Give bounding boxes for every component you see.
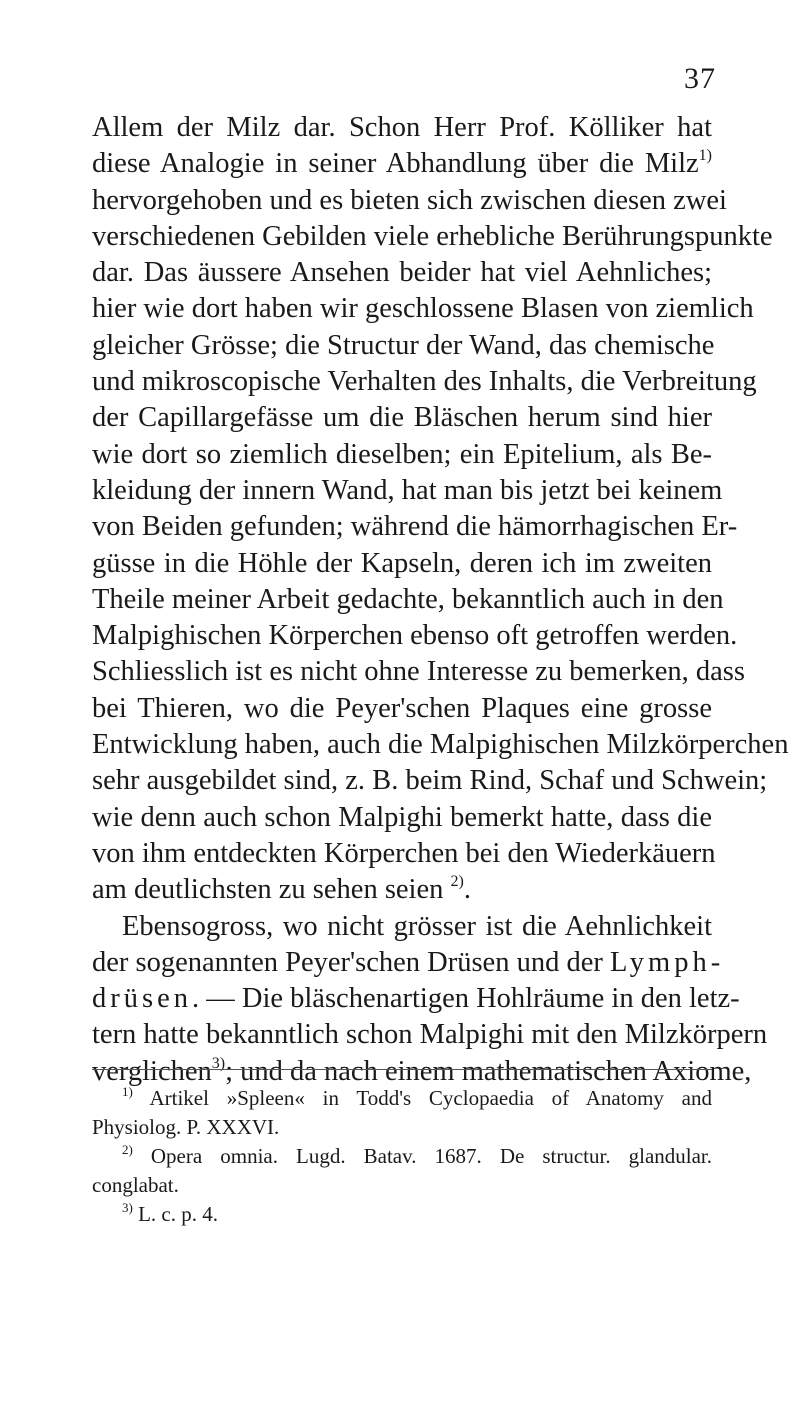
emphasized-term: drüsen (92, 983, 192, 1015)
text-line (92, 727, 789, 763)
footnote-text: L. c. p. 4. (138, 1202, 218, 1226)
text-span: Allem der Milz dar. Schon Herr Prof. Kölliker hat (92, 112, 712, 143)
footnote-marker: 2) (122, 1142, 133, 1157)
text-line: am deutlichsten zu sehen seien $^{2)}$. (92, 873, 471, 906)
text-line (92, 291, 754, 327)
text-span: tern hatte bekanntlich schon Malpighi mit den Milzkörpern (92, 1019, 768, 1051)
text-span: hervorgehoben und es bieten sich zwischen diesen zwei (92, 184, 727, 216)
footnote-ref: 2) (450, 873, 464, 891)
text-line (92, 509, 738, 545)
footnote-1 (92, 1084, 712, 1113)
text-span: wie denn auch schon Malpighi bemerkt hatte, dass die (92, 801, 712, 833)
text-line (92, 618, 738, 654)
text-span: von ihm entdeckten Körperchen bei den Wiederkäuern (92, 837, 716, 869)
text-line (92, 437, 712, 473)
text-line (92, 255, 712, 291)
text-line (92, 836, 716, 872)
text-span: hier wie dort haben wir geschlossene Blasen von ziemlich (92, 293, 754, 325)
text-span: verschiedenen Gebilden viele erhebliche Berührungspunkte (92, 220, 773, 252)
text-line (92, 582, 724, 618)
text-line (92, 219, 773, 255)
footnote-2-continued (92, 1171, 712, 1200)
text-span: von Beiden gefunden; während die hämorrhagischen Er- (92, 511, 738, 543)
footnote-text: Opera omnia. Lugd. Batav. 1687. De structur. glandular. (150, 1144, 713, 1168)
emphasized-term: Lymph- (609, 946, 725, 978)
text-span: Entwicklung haben, auch die Malpighischen Milzkörperchen (92, 729, 789, 761)
text-line (92, 1017, 768, 1053)
footnote-text: Artikel »Spleen« in Todd's Cyclopaedia of Anatomy and (149, 1086, 712, 1110)
text-line (92, 763, 768, 799)
text-span: der Capillargefässe um die Bläschen herum sind hier (92, 402, 712, 434)
text-line (92, 945, 725, 981)
text-line (92, 183, 727, 219)
footnote-marker: 3) (122, 1200, 133, 1215)
page-number: 37 (684, 62, 716, 95)
text-span: sehr ausgebildet sind, z. B. beim Rind, Schaf und Schwein; (92, 765, 768, 797)
text-span: wie dort so ziemlich dieselben; ein Epitelium, als Be- (92, 438, 712, 470)
text-span: dar. Das äussere Ansehen beider hat viel Aehnliches; (92, 257, 712, 289)
text-span: diese Analogie in seiner Abhandlung über die Milz (92, 148, 699, 180)
text-line (92, 146, 712, 182)
footnote-marker: 1) (122, 1084, 133, 1099)
footnote-text: conglabat. (92, 1173, 179, 1197)
text-span: der sogenannten Peyer'schen Drüsen und der (92, 946, 603, 978)
text-span: Malpighischen Körperchen ebenso oft getroffen werden. (92, 620, 738, 652)
text-span: Schliesslich ist es nicht ohne Interesse zu bemerken, dass (92, 656, 745, 688)
footnote-ref: 1) (698, 147, 712, 165)
paragraph-start-line (92, 909, 712, 945)
footnote-1-continued (92, 1113, 712, 1142)
text-span: Theile meiner Arbeit gedachte, bekanntlich auch in den (92, 583, 724, 615)
text-span: ; und da nach einem mathematischen Axiome, (225, 1055, 752, 1087)
footnote-separator (92, 1069, 712, 1070)
footnote-text: Physiolog. P. XXXVI. (92, 1115, 280, 1139)
text-span: kleidung der innern Wand, hat man bis jetzt bei keinem (92, 474, 723, 506)
text-span: bei Thieren, wo die Peyer'schen Plaques eine grosse (92, 692, 712, 724)
footnote-ref: 3) (211, 1054, 226, 1072)
text-line (92, 546, 712, 582)
text-line (92, 473, 723, 509)
text-span: verglichen (92, 1055, 212, 1087)
text-line (92, 110, 712, 146)
text-span: Ebensogross, wo nicht grösser ist die Aehnlichkeit (122, 910, 712, 942)
text-line (92, 800, 712, 836)
text-span: gleicher Grösse; die Structur der Wand, das chemische (92, 329, 715, 361)
body-text (92, 110, 789, 1090)
text-line (92, 691, 712, 727)
text-span: . — Die bläschenartigen Hohlräume in den letz- (191, 983, 740, 1015)
text-span: und mikroscopische Verhalten des Inhalts, die Verbreitung (92, 366, 757, 398)
footnote-3 (92, 1200, 712, 1229)
text-line (92, 328, 715, 364)
text-line (92, 364, 757, 400)
text-line (92, 654, 745, 690)
text-span: am deutlichsten zu sehen seien (92, 874, 444, 906)
text-line (92, 400, 712, 436)
text-span: güsse in die Höhle der Kapseln, deren ich im zweiten (92, 547, 712, 579)
footnote-2 (92, 1142, 712, 1171)
footnotes (92, 1084, 712, 1229)
text-line (92, 981, 740, 1017)
